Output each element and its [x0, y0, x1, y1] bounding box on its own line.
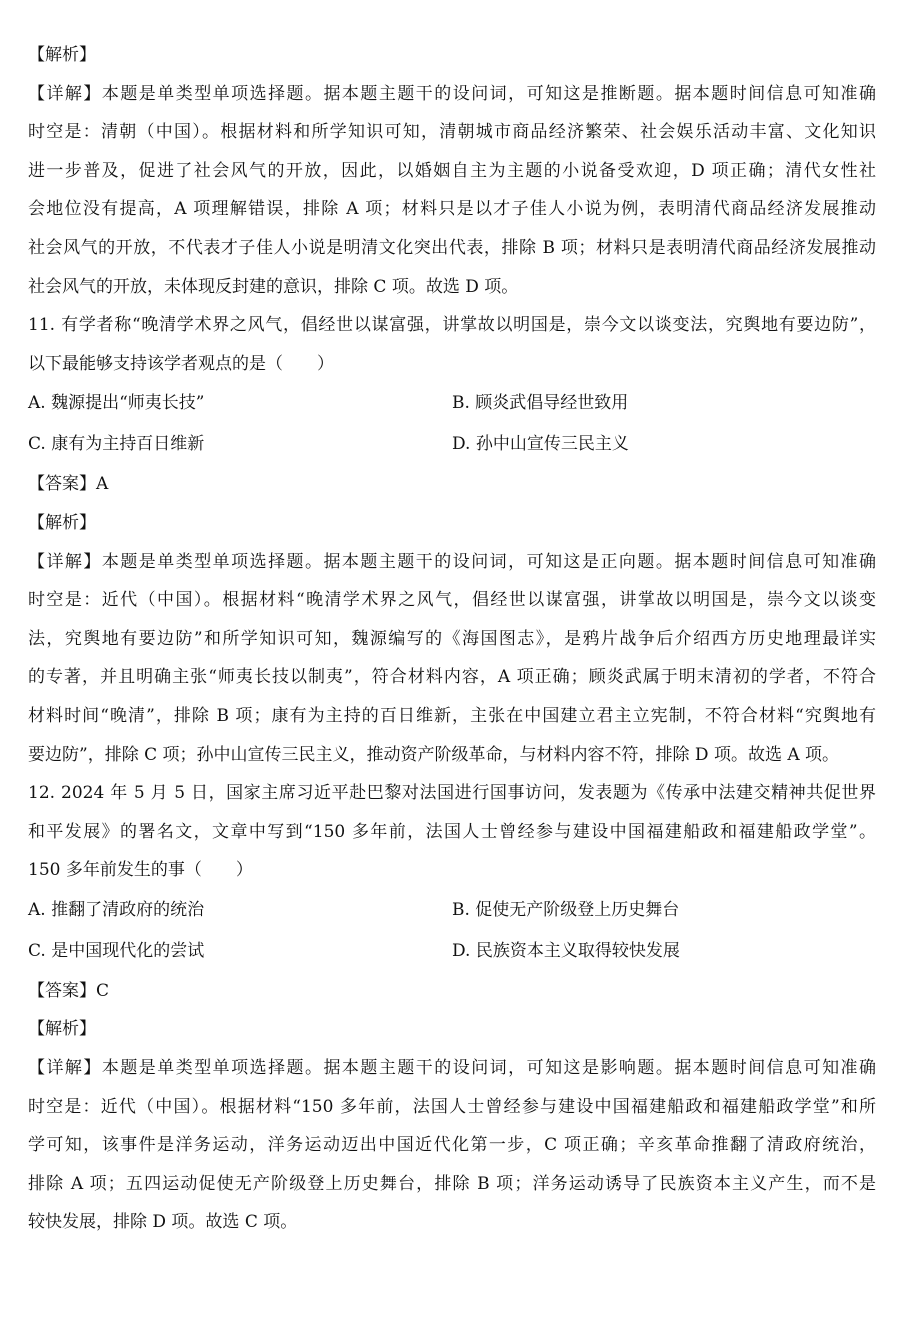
q12-option-a: A. 推翻了清政府的统治	[28, 899, 205, 920]
q11-option-d: D. 孙中山宣传三民主义	[452, 434, 629, 455]
q12-option-d: D. 民族资本主义取得较快发展	[452, 940, 680, 961]
q12-options-row	[28, 931, 876, 972]
q12-stem-line: 12. 2024 年 5 月 5 日，国家主席习近平赴巴黎对法国进行国事访问，发表题为《传承中法建交精神共促世界	[28, 783, 876, 804]
q12-stem-line: 150 多年前发生的事（ ）	[28, 860, 253, 881]
q11-detail-line: 【详解】本题是单类型单项选择题。据本题主题干的设问词，可知这是正向题。据本题时间信息可知准确	[28, 551, 876, 572]
q12-analysis-label: 【解析】	[28, 1019, 96, 1040]
q12-detail-line: 排除 A 项；五四运动促使无产阶级登上历史舞台，排除 B 项；洋务运动诱导了民族资本主义产生，而不是	[28, 1173, 876, 1194]
document-page	[28, 36, 876, 1242]
q12-stem	[28, 774, 876, 890]
q11-options-row	[28, 424, 876, 465]
q11-analysis-label: 【解析】	[28, 512, 96, 533]
q11-option-c: C. 康有为主持百日维新	[28, 434, 205, 455]
q11-answer: 【答案】A	[28, 474, 109, 495]
q11-detail-line: 时空是：近代（中国）。根据材料“晚清学术界之风气，倡经世以谋富强，讲掌故以明国是，崇今文以谈变	[28, 590, 876, 611]
q10-detail-line: 【详解】本题是单类型单项选择题。据本题主题干的设问词，可知这是推断题。据本题时间信息可知准确	[28, 83, 876, 104]
q11-stem-line: 以下最能够支持该学者观点的是（ ）	[28, 353, 334, 374]
q11-option-a: A. 魏源提出“师夷长技”	[28, 393, 205, 414]
q11-detail-line: 法，究舆地有要边防”和所学知识可知，魏源编写的《海国图志》，是鸦片战争后介绍西方历史地理最详实	[28, 628, 876, 649]
q10-detail	[28, 75, 876, 307]
q10-analysis-label: 【解析】	[28, 45, 96, 65]
q11-detail	[28, 543, 876, 775]
q11-detail-line: 材料时间“晚清”，排除 B 项；康有为主持的百日维新，主张在中国建立君主立宪制，不符合材料“究舆地有	[28, 705, 876, 726]
q12-detail-line: 学可知，该事件是洋务运动，洋务运动迈出中国近代化第一步，C 项正确；辛亥革命推翻了清政府统治，	[28, 1135, 876, 1156]
q10-detail-line: 社会风气的开放，未体现反封建的意识，排除 C 项。故选 D 项。	[28, 276, 519, 297]
q11-stem	[28, 306, 876, 383]
q12-answer: 【答案】C	[28, 980, 110, 1001]
q10-detail-line: 进一步普及，促进了社会风气的开放，因此，以婚姻自主为主题的小说备受欢迎，D 项正确；清代女性社	[28, 160, 876, 181]
q12-options-row	[28, 890, 876, 931]
q12-option-b: B. 促使无产阶级登上历史舞台	[452, 899, 680, 920]
q11-detail-line: 要边防”，排除 C 项；孙中山宣传三民主义，推动资产阶级革命，与材料内容不符，排除 D 项。故选 A 项。	[28, 744, 840, 765]
q12-detail-line: 【详解】本题是单类型单项选择题。据本题主题干的设问词，可知这是影响题。据本题时间信息可知准确	[28, 1058, 876, 1079]
q12-detail-line: 时空是：近代（中国）。根据材料“150 多年前，法国人士曾经参与建设中国福建船政和福建船政学堂”和所	[28, 1096, 876, 1117]
q10-detail-line: 时空是：清朝（中国）。根据材料和所学知识可知，清朝城市商品经济繁荣、社会娱乐活动丰富、文化知识	[28, 122, 876, 143]
q10-detail-line: 社会风气的开放，不代表才子佳人小说是明清文化突出代表，排除 B 项；材料只是表明清代商品经济发展推动	[28, 237, 876, 258]
q12-stem-line: 和平发展》的署名文，文章中写到“150 多年前，法国人士曾经参与建设中国福建船政和福建船政学堂”。	[28, 821, 876, 842]
q11-option-b: B. 顾炎武倡导经世致用	[452, 393, 629, 414]
q12-option-c: C. 是中国现代化的尝试	[28, 940, 205, 961]
q11-options-row	[28, 383, 876, 424]
q10-detail-line: 会地位没有提高，A 项理解错误，排除 A 项；材料只是以才子佳人小说为例，表明清代商品经济发展推动	[28, 199, 876, 220]
q12-detail	[28, 1049, 876, 1242]
q12-detail-line: 较快发展，排除 D 项。故选 C 项。	[28, 1212, 298, 1233]
q11-detail-line: 的专著，并且明确主张“师夷长技以制夷”，符合材料内容，A 项正确；顾炎武属于明末清初的学者，不符合	[28, 667, 876, 688]
q11-stem-line: 11. 有学者称“晚清学术界之风气，倡经世以谋富强，讲掌故以明国是，崇今文以谈变法，究舆地有要边防”，	[28, 315, 876, 336]
